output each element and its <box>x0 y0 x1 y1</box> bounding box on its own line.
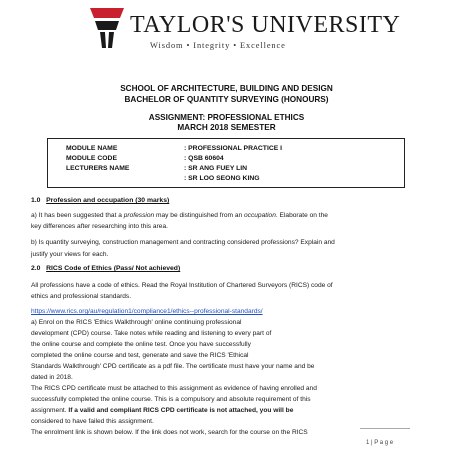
section-1-heading: 1.0 Profession and occupation (30 marks) <box>31 197 170 204</box>
paragraph-line: Standards Walkthrough' CPD certificate as a pdf file. The certificate must have your name and be <box>31 363 315 370</box>
paragraph-line: development (CPD) course. Take notes while reading and listening to every part of <box>31 330 272 337</box>
lecturer-row: LECTURERS NAME : SR ANG FUEY LIN <box>66 165 248 172</box>
paragraph-line: the online course and complete the online test. Once you have successfully <box>31 341 251 348</box>
paragraph-line: completed the online course and test, generate and save the RICS 'Ethical <box>31 352 249 359</box>
lecturer-row: : SR LOO SEONG KING <box>184 175 260 182</box>
university-name: TAYLOR'S UNIVERSITY <box>130 12 401 38</box>
section-2-heading: 2.0 RICS Code of Ethics (Pass/ Not achieved) <box>31 265 181 272</box>
page-number: 1 | P a g e <box>366 440 394 446</box>
section-2-intro: All professions have a code of ethics. Read the Royal Institution of Chartered Surveyors (RICS) code of <box>31 282 333 289</box>
university-crest-icon <box>90 8 124 52</box>
paragraph-line-bold: assignment. If a valid and compliant RICS CPD certificate is not attached, you will be <box>31 407 294 414</box>
semester: MARCH 2018 SEMESTER <box>177 123 276 132</box>
paragraph-line: dated in 2018. <box>31 374 73 381</box>
paragraph-line: a) Enrol on the RICS 'Ethics Walkthrough' online continuing professional <box>31 319 242 326</box>
school-name: SCHOOL OF ARCHITECTURE, BUILDING AND DESIGN <box>120 84 333 93</box>
paragraph-line: successfully completed the online course. This is a compulsory and absolute requirement of this <box>31 396 311 403</box>
section-2-intro-cont: ethics and professional standards. <box>31 293 132 300</box>
footer-divider <box>360 428 410 429</box>
question-1b: b) Is quantity surveying, construction management and contracting considered professions? Explain and <box>31 239 335 246</box>
paragraph-line: The enrolment link is shown below. If the link does not work, search for the course on the RICS <box>31 429 308 436</box>
assignment-title: ASSIGNMENT: PROFESSIONAL ETHICS <box>148 113 305 122</box>
module-name-row: MODULE NAME : PROFESSIONAL PRACTICE I <box>66 145 283 152</box>
module-info-box <box>47 138 405 188</box>
rics-ethics-link[interactable]: https://www.rics.org/au/regulation1/compliance1/ethics--professional-standards/ <box>31 308 263 315</box>
program-name: BACHELOR OF QUANTITY SURVEYING (HONOURS) <box>124 95 329 104</box>
paragraph-line: The RICS CPD certificate must be attached to this assignment as evidence of having enrolled and <box>31 385 317 392</box>
module-code-row: MODULE CODE : QSB 60604 <box>66 155 224 162</box>
question-1a-cont: key differences after researching into this area. <box>31 223 168 230</box>
question-1a: a) It has been suggested that a profession may be distinguished from an occupation. Elaborate on the <box>31 212 328 219</box>
paragraph-line-bold: considered to have failed this assignment. <box>31 418 154 425</box>
university-logo <box>90 8 401 54</box>
university-tagline: Wisdom • Integrity • Excellence <box>150 41 286 50</box>
question-1b-cont: justify your views for each. <box>31 251 109 258</box>
